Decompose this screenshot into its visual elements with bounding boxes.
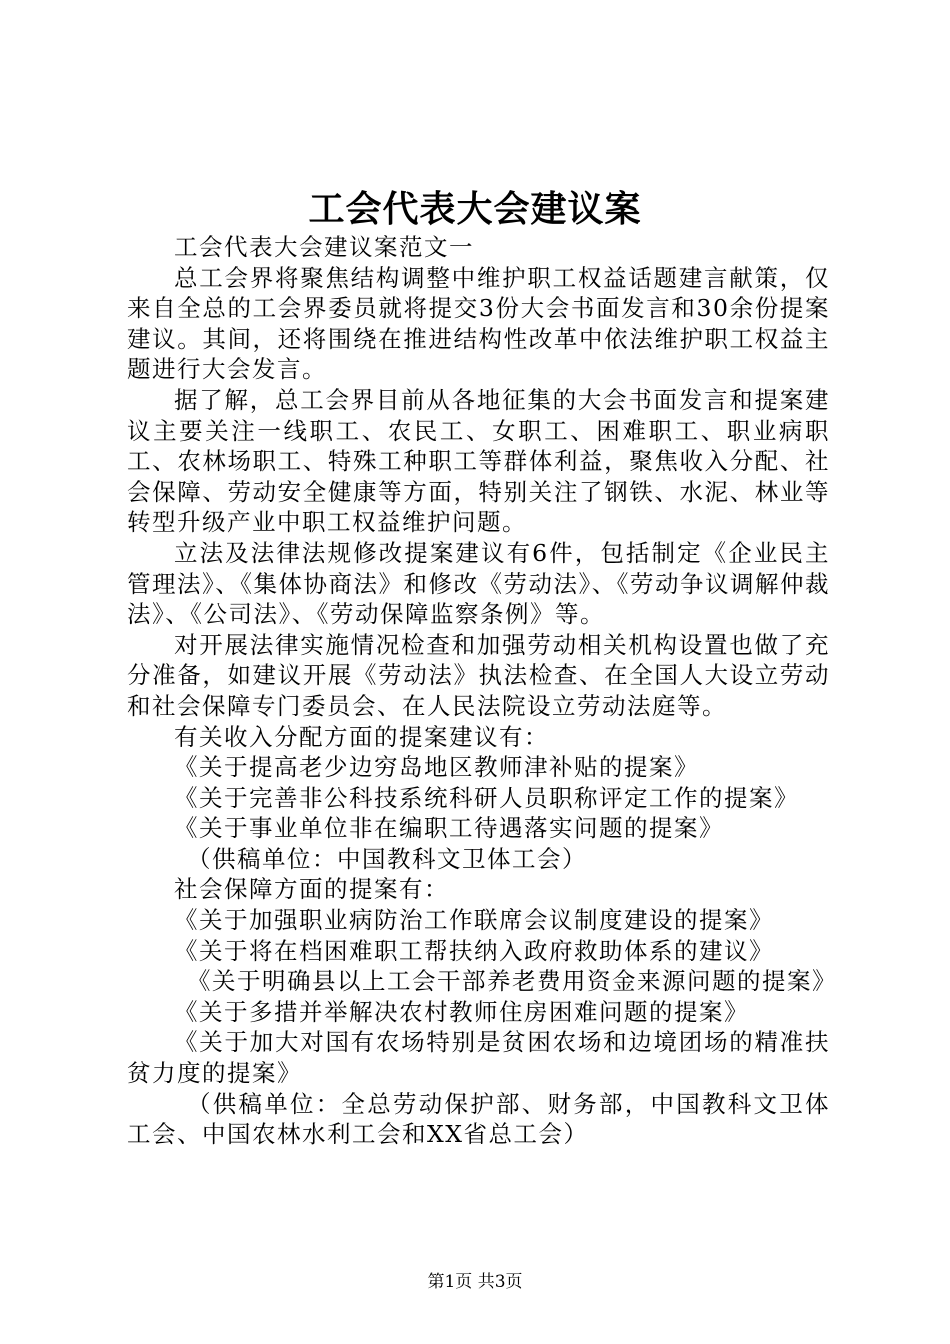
proposal-item: 《关于事业单位非在编职工待遇落实问题的提案》 [174, 814, 724, 843]
page-number: 第1页 共3页 [427, 1272, 523, 1292]
document-title: 工会代表大会建议案 [308, 188, 642, 230]
paragraph-heading: 工会代表大会建议案范文一 [174, 233, 474, 261]
proposal-item: 《关于完善非公科技系统科研人员职称评定工作的提案》 [174, 783, 799, 812]
proposal-item: 《关于明确县以上工会干部养老费用资金来源问题的提案》 [187, 967, 837, 996]
proposal-item: 《关于多措并举解决农村教师住房困难问题的提案》 [174, 997, 749, 1026]
document-body [127, 232, 837, 1150]
proposal-item: 《关于加大对国有农场特别是贫困农场和边境团场的精准扶贫力度的提案》 [127, 1028, 830, 1088]
paragraph: 立法及法律法规修改提案建议有6件，包括制定《企业民主管理法》、《集体协商法》和修改《劳动法》、《劳动争议调解仲裁法》、《公司法》、《劳动保障监察条例》等。 [127, 538, 830, 629]
proposal-item: 《关于提高老少边穷岛地区教师津补贴的提案》 [174, 753, 699, 782]
paragraph: 有关收入分配方面的提案建议有： [174, 722, 549, 751]
proposal-item: 《关于将在档困难职工帮扶纳入政府救助体系的建议》 [174, 936, 774, 965]
source-note: （供稿单位：中国教科文卫体工会） [187, 844, 587, 873]
paragraph: 总工会界将聚焦结构调整中维护职工权益话题建言献策，仅来自全总的工会界委员就将提交3份大会书面发言和30余份提案建议。其间，还将围绕在推进结构性改革中依法维护职工权益主题进行大会发言。 [127, 263, 830, 384]
proposal-item: 《关于加强职业病防治工作联席会议制度建设的提案》 [174, 906, 774, 935]
paragraph: 社会保障方面的提案有： [174, 875, 449, 904]
source-note: （供稿单位：全总劳动保护部、财务部，中国教科文卫体工会、中国农林水利工会和XX省总工会） [127, 1089, 830, 1149]
paragraph: 据了解，总工会界目前从各地征集的大会书面发言和提案建议主要关注一线职工、农民工、女职工、困难职工、职业病职工、农林场职工、特殊工种职工等群体利益，聚焦收入分配、社会保障、劳动安全健康等方面，特别关注了钢铁、水泥、林业等转型升级产业中职工权益维护问题。 [127, 385, 830, 537]
paragraph: 对开展法律实施情况检查和加强劳动相关机构设置也做了充分准备，如建议开展《劳动法》执法检查、在全国人大设立劳动和社会保障专门委员会、在人民法院设立劳动法庭等。 [127, 630, 830, 720]
